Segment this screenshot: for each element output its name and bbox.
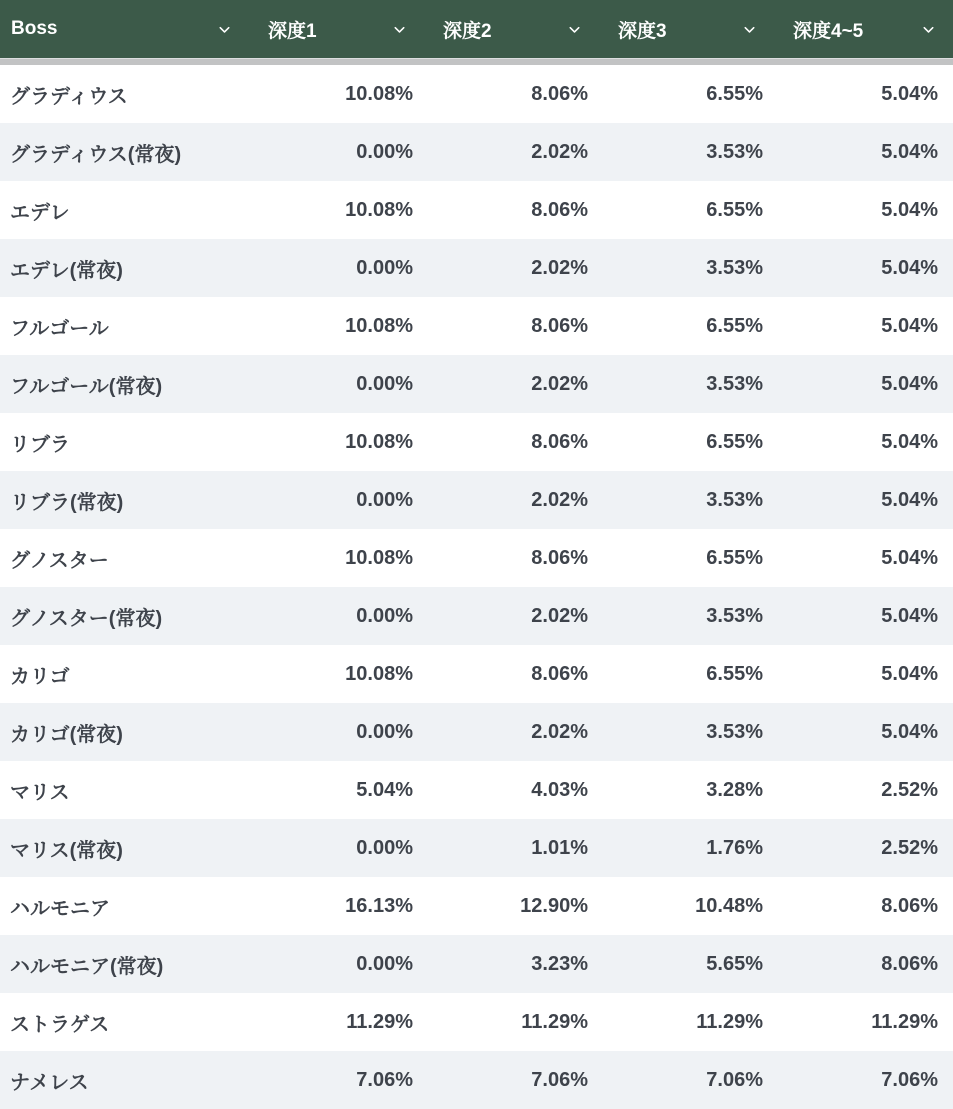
rate-cell: 2.02% xyxy=(531,488,588,511)
rate-cell: 11.29% xyxy=(346,1010,413,1033)
table-row xyxy=(0,297,953,355)
table-body xyxy=(0,65,953,1109)
rate-cell: 10.08% xyxy=(345,546,413,569)
rate-cell: 6.55% xyxy=(706,546,763,569)
rate-cell: 5.04% xyxy=(881,372,938,395)
rate-cell: 2.02% xyxy=(531,720,588,743)
rate-cell: 6.55% xyxy=(706,430,763,453)
rate-cell: 8.06% xyxy=(531,198,588,221)
rate-cell: 8.06% xyxy=(531,662,588,685)
boss-name-cell: フルゴール(常夜) xyxy=(10,375,163,398)
table-row xyxy=(0,1051,953,1109)
rate-cell: 4.03% xyxy=(531,778,588,801)
rate-cell: 6.55% xyxy=(706,662,763,685)
rate-cell: 3.53% xyxy=(706,720,763,743)
rate-cell: 5.04% xyxy=(881,546,938,569)
column-header-boss[interactable] xyxy=(0,0,250,58)
table-row xyxy=(0,703,953,761)
boss-name-cell: エデレ(常夜) xyxy=(10,259,123,282)
rate-cell: 5.04% xyxy=(881,430,938,453)
column-header-label: 深度4~5 xyxy=(793,20,864,42)
chevron-down-icon[interactable] xyxy=(391,21,408,38)
boss-name-cell: ストラゲス xyxy=(10,1013,110,1036)
rate-cell: 10.08% xyxy=(345,82,413,105)
rate-cell: 11.29% xyxy=(521,1010,588,1033)
table-row xyxy=(0,355,953,413)
column-header-depth1[interactable] xyxy=(250,0,425,58)
rate-cell: 12.90% xyxy=(520,894,588,917)
rate-cell: 3.53% xyxy=(706,140,763,163)
table-row xyxy=(0,529,953,587)
table-row xyxy=(0,645,953,703)
rate-cell: 0.00% xyxy=(356,488,413,511)
rate-cell: 0.00% xyxy=(356,952,413,975)
boss-name-cell: マリス(常夜) xyxy=(10,839,123,862)
rate-cell: 1.76% xyxy=(706,836,763,859)
boss-name-cell: ナメレス xyxy=(10,1071,89,1094)
chevron-down-icon[interactable] xyxy=(741,21,758,38)
rate-cell: 0.00% xyxy=(356,372,413,395)
chevron-down-icon[interactable] xyxy=(566,21,583,38)
rate-cell: 7.06% xyxy=(881,1068,938,1091)
table-row xyxy=(0,935,953,993)
rate-cell: 5.04% xyxy=(881,488,938,511)
rate-cell: 0.00% xyxy=(356,604,413,627)
boss-name-cell: ハルモニア xyxy=(10,897,110,920)
rate-cell: 8.06% xyxy=(881,894,938,917)
boss-name-cell: ハルモニア(常夜) xyxy=(10,955,164,978)
rate-cell: 2.52% xyxy=(881,778,938,801)
column-header-label: Boss xyxy=(11,18,58,39)
rate-cell: 7.06% xyxy=(356,1068,413,1091)
table-row xyxy=(0,123,953,181)
rate-cell: 3.53% xyxy=(706,488,763,511)
column-header-label: 深度3 xyxy=(618,20,667,42)
boss-name-cell: フルゴール xyxy=(10,317,109,340)
column-header-depth4-5[interactable] xyxy=(775,0,953,58)
rate-cell: 5.04% xyxy=(881,662,938,685)
column-header-depth3[interactable] xyxy=(600,0,775,58)
rate-cell: 2.02% xyxy=(531,604,588,627)
rate-cell: 5.04% xyxy=(881,82,938,105)
rate-cell: 10.48% xyxy=(695,894,763,917)
rate-cell: 7.06% xyxy=(706,1068,763,1091)
rate-cell: 10.08% xyxy=(345,198,413,221)
rate-cell: 5.04% xyxy=(881,256,938,279)
boss-name-cell: エデレ xyxy=(10,201,70,224)
boss-name-cell: マリス xyxy=(10,781,70,804)
rate-cell: 2.02% xyxy=(531,256,588,279)
rate-cell: 3.53% xyxy=(706,372,763,395)
rate-cell: 10.08% xyxy=(345,430,413,453)
rate-cell: 2.02% xyxy=(531,140,588,163)
rate-cell: 0.00% xyxy=(356,140,413,163)
boss-name-cell: グラディウス xyxy=(10,85,128,108)
rate-cell: 2.02% xyxy=(531,372,588,395)
rate-cell: 11.29% xyxy=(696,1010,763,1033)
rate-cell: 5.04% xyxy=(881,198,938,221)
rate-cell: 1.01% xyxy=(531,836,588,859)
frozen-header-divider xyxy=(0,58,953,65)
rate-cell: 5.04% xyxy=(881,604,938,627)
table-row xyxy=(0,181,953,239)
rate-cell: 7.06% xyxy=(531,1068,588,1091)
table-row xyxy=(0,471,953,529)
chevron-down-icon[interactable] xyxy=(920,21,937,38)
rate-cell: 5.04% xyxy=(881,314,938,337)
column-header-label: 深度2 xyxy=(443,20,492,42)
rate-cell: 8.06% xyxy=(531,430,588,453)
table-header-row xyxy=(0,0,953,58)
boss-name-cell: グノスター(常夜) xyxy=(10,607,163,630)
rate-cell: 6.55% xyxy=(706,82,763,105)
rate-cell: 0.00% xyxy=(356,256,413,279)
boss-name-cell: グノスター xyxy=(10,549,109,572)
table-row xyxy=(0,239,953,297)
table-row xyxy=(0,877,953,935)
table-row xyxy=(0,761,953,819)
rate-cell: 3.28% xyxy=(706,778,763,801)
rate-cell: 11.29% xyxy=(871,1010,938,1033)
boss-name-cell: カリゴ(常夜) xyxy=(10,723,123,746)
table-row xyxy=(0,413,953,471)
table-row xyxy=(0,587,953,645)
rate-cell: 6.55% xyxy=(706,198,763,221)
rate-cell: 0.00% xyxy=(356,836,413,859)
boss-name-cell: カリゴ xyxy=(10,665,70,688)
table-row xyxy=(0,993,953,1051)
rate-cell: 10.08% xyxy=(345,662,413,685)
boss-name-cell: グラディウス(常夜) xyxy=(10,143,182,166)
rate-cell: 8.06% xyxy=(531,82,588,105)
boss-name-cell: リブラ(常夜) xyxy=(10,491,124,514)
table-row xyxy=(0,65,953,123)
rate-cell: 10.08% xyxy=(345,314,413,337)
rate-cell: 0.00% xyxy=(356,720,413,743)
rate-cell: 2.52% xyxy=(881,836,938,859)
rate-cell: 16.13% xyxy=(345,894,413,917)
column-header-label: 深度1 xyxy=(268,20,317,42)
rate-cell: 5.04% xyxy=(356,778,413,801)
chevron-down-icon[interactable] xyxy=(216,21,233,38)
rate-cell: 5.65% xyxy=(706,952,763,975)
column-header-depth2[interactable] xyxy=(425,0,600,58)
rate-cell: 8.06% xyxy=(881,952,938,975)
rate-cell: 5.04% xyxy=(881,720,938,743)
rate-cell: 8.06% xyxy=(531,546,588,569)
boss-name-cell: リブラ xyxy=(10,433,70,456)
rate-cell: 3.53% xyxy=(706,604,763,627)
rate-cell: 8.06% xyxy=(531,314,588,337)
rate-cell: 6.55% xyxy=(706,314,763,337)
rate-cell: 5.04% xyxy=(881,140,938,163)
rate-cell: 3.23% xyxy=(531,952,588,975)
rate-cell: 3.53% xyxy=(706,256,763,279)
table-row xyxy=(0,819,953,877)
